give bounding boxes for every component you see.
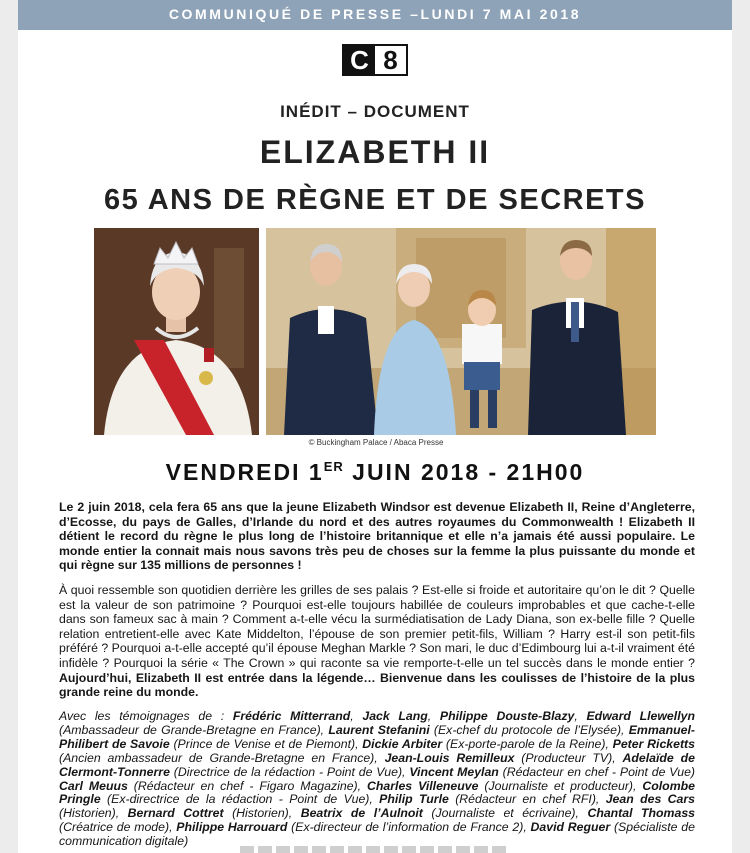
testimonial-name: Emmanuel-Philibert de Savoie <box>59 722 695 751</box>
broadcast-time: JUIN 2018 - 21H00 <box>343 459 585 485</box>
page-edge-right <box>732 0 750 853</box>
testimonial-name: Colombe Pringle <box>59 778 695 807</box>
testimonial-role: (Ex-chef du protocole de l’Elysée), <box>429 722 629 737</box>
testimonials-paragraph <box>59 710 695 849</box>
queen-portrait-photo <box>94 228 259 435</box>
intro-paragraph: Le 2 juin 2018, cela fera 65 ans que la jeune Elizabeth Windsor est devenue Elizabeth II, Reine d’Angleterre, d’Ecosse, du pays de Galles, d’Irlande du nord et des autres royaumes du Commonwealth ! Elizabeth II détient le record du règne le plus long de l’histoire britannique et elle n’a jamais été aussi populaire. Le monde entier la connait mais nous savons très peu de choses sur la femme la plus puissante du monde et qui règne sur 135 millions de personnes ! <box>59 500 695 573</box>
testimonial-role: (Journaliste et producteur), <box>478 778 643 793</box>
testimonial-name: Beatrix de l’Aulnoit <box>300 806 423 821</box>
testimonial-name: Philippe Harrouard <box>176 820 288 835</box>
broadcast-day-suffix: ER <box>323 459 344 474</box>
kicker: INÉDIT – DOCUMENT <box>280 102 470 121</box>
testimonial-name: Jack Lang <box>362 709 428 723</box>
testimonial-role: (Ex-directrice de la rédaction - Point de Vue), <box>100 792 380 807</box>
testimonial-role: (Journaliste et écrivaine), <box>422 806 588 821</box>
testimonial-role: (Ambassadeur de Grande-Bretagne en France), <box>59 722 329 737</box>
testimonial-name: Philippe Douste-Blazy <box>439 709 575 723</box>
photo-credit: © Buckingham Palace / Abaca Presse <box>308 438 444 447</box>
testimonial-name: Chantal Thomass <box>587 806 696 821</box>
testimonial-role: , <box>574 709 587 723</box>
testimonial-name: Jean-Louis Remilleux <box>384 750 515 765</box>
testimonials-lead: Avec les témoignages de : <box>59 709 233 723</box>
body-paragraph <box>59 583 695 700</box>
testimonial-role: (Ancien ambassadeur de Grande-Bretagne en France), <box>59 750 385 765</box>
testimonial-name: Frédéric Mitterrand <box>232 709 351 723</box>
testimonial-role: , <box>350 709 363 723</box>
testimonial-name: Edward Llewellyn <box>586 709 695 723</box>
page-subtitle: 65 ANS DE RÈGNE ET DE SECRETS <box>104 184 646 216</box>
page-title: ELIZABETH II <box>259 134 491 170</box>
testimonial-role: (Spécialiste de communication digitale) <box>59 820 695 849</box>
testimonial-role: , <box>427 709 440 723</box>
press-release-banner: COMMUNIQUÉ DE PRESSE –LUNDI 7 MAI 2018 <box>18 0 732 30</box>
royal-family-photo <box>266 228 656 435</box>
cut-off-text-line <box>240 846 510 853</box>
body-text: À quoi ressemble son quotidien derrière les grilles de ses palais ? Est-elle si froide et autoritaire qu’on le dit ? Quelle est la valeur de son patrimoine ? Pourquoi est-elle toujours habillée de couleurs improbables et que cache-t-elle dans son fameux sac à main ? Comment a-t-elle vécu la surmédiatisation de Lady Diana, son ex-belle fille ? Quelle relation entretient-elle avec Kate Middelton, l’épouse de son premier petit-fils, William ? Harry est-il son petit-fils préféré ? Pourquoi a-t-elle accepté qu’il épouse Meghan Markle ? Son mari, le duc d’Edimbourg lui a-t-il vraiment été infidèle ? Pourquoi la série « The Crown » qui raconte sa vie remporte-t-elle un tel succès dans le monde entier ? <box>59 583 695 670</box>
testimonial-role: (Producteur TV), <box>514 750 623 765</box>
testimonial-role: (Ex-directeur de l’information de France 2), <box>287 820 531 835</box>
testimonial-name: Peter Ricketts <box>612 736 695 751</box>
testimonial-name: Philip Turle <box>379 792 449 807</box>
testimonial-name: Laurent Stefanini <box>328 722 430 737</box>
testimonials-list <box>59 709 695 848</box>
testimonial-role: (Historien), <box>223 806 301 821</box>
testimonial-role: (Ex-porte-parole de la Reine), <box>442 736 613 751</box>
testimonial-role: (Rédacteur en chef RFI), <box>448 792 606 807</box>
testimonial-role: (Créatrice de mode), <box>59 820 177 835</box>
testimonial-name: Vincent Meylan <box>409 764 499 779</box>
c8-logo-number: 8 <box>375 46 406 74</box>
testimonial-name: Adelaïde de Clermont-Tonnerre <box>59 750 695 779</box>
testimonial-name: Dickie Arbiter <box>362 736 443 751</box>
testimonial-role: (Historien), <box>59 806 128 821</box>
testimonial-role: (Prince de Venise et de Piemont), <box>169 736 363 751</box>
broadcast-date <box>0 459 750 486</box>
testimonial-name: Jean des Cars <box>605 792 695 807</box>
testimonial-name: Carl Meuus <box>59 778 128 793</box>
body-closing: Aujourd’hui, Elizabeth II est entrée dans la légende… Bienvenue dans les coulisses de l’histoire de la plus grande reine du monde. <box>59 670 695 700</box>
testimonial-name: Bernard Cottret <box>127 806 224 821</box>
testimonial-name: Charles Villeneuve <box>367 778 479 793</box>
testimonial-role: (Rédacteur en chef - Point de Vue) <box>498 764 696 779</box>
c8-logo-letter: C <box>344 46 375 74</box>
testimonial-role: (Directrice de la rédaction - Point de Vue), <box>169 764 410 779</box>
page-edge-left <box>0 0 18 853</box>
c8-logo <box>342 44 408 76</box>
testimonial-name: David Reguer <box>530 820 611 835</box>
broadcast-day: VENDREDI 1 <box>165 459 324 485</box>
testimonial-role: (Rédacteur en chef - Figaro Magazine), <box>127 778 368 793</box>
